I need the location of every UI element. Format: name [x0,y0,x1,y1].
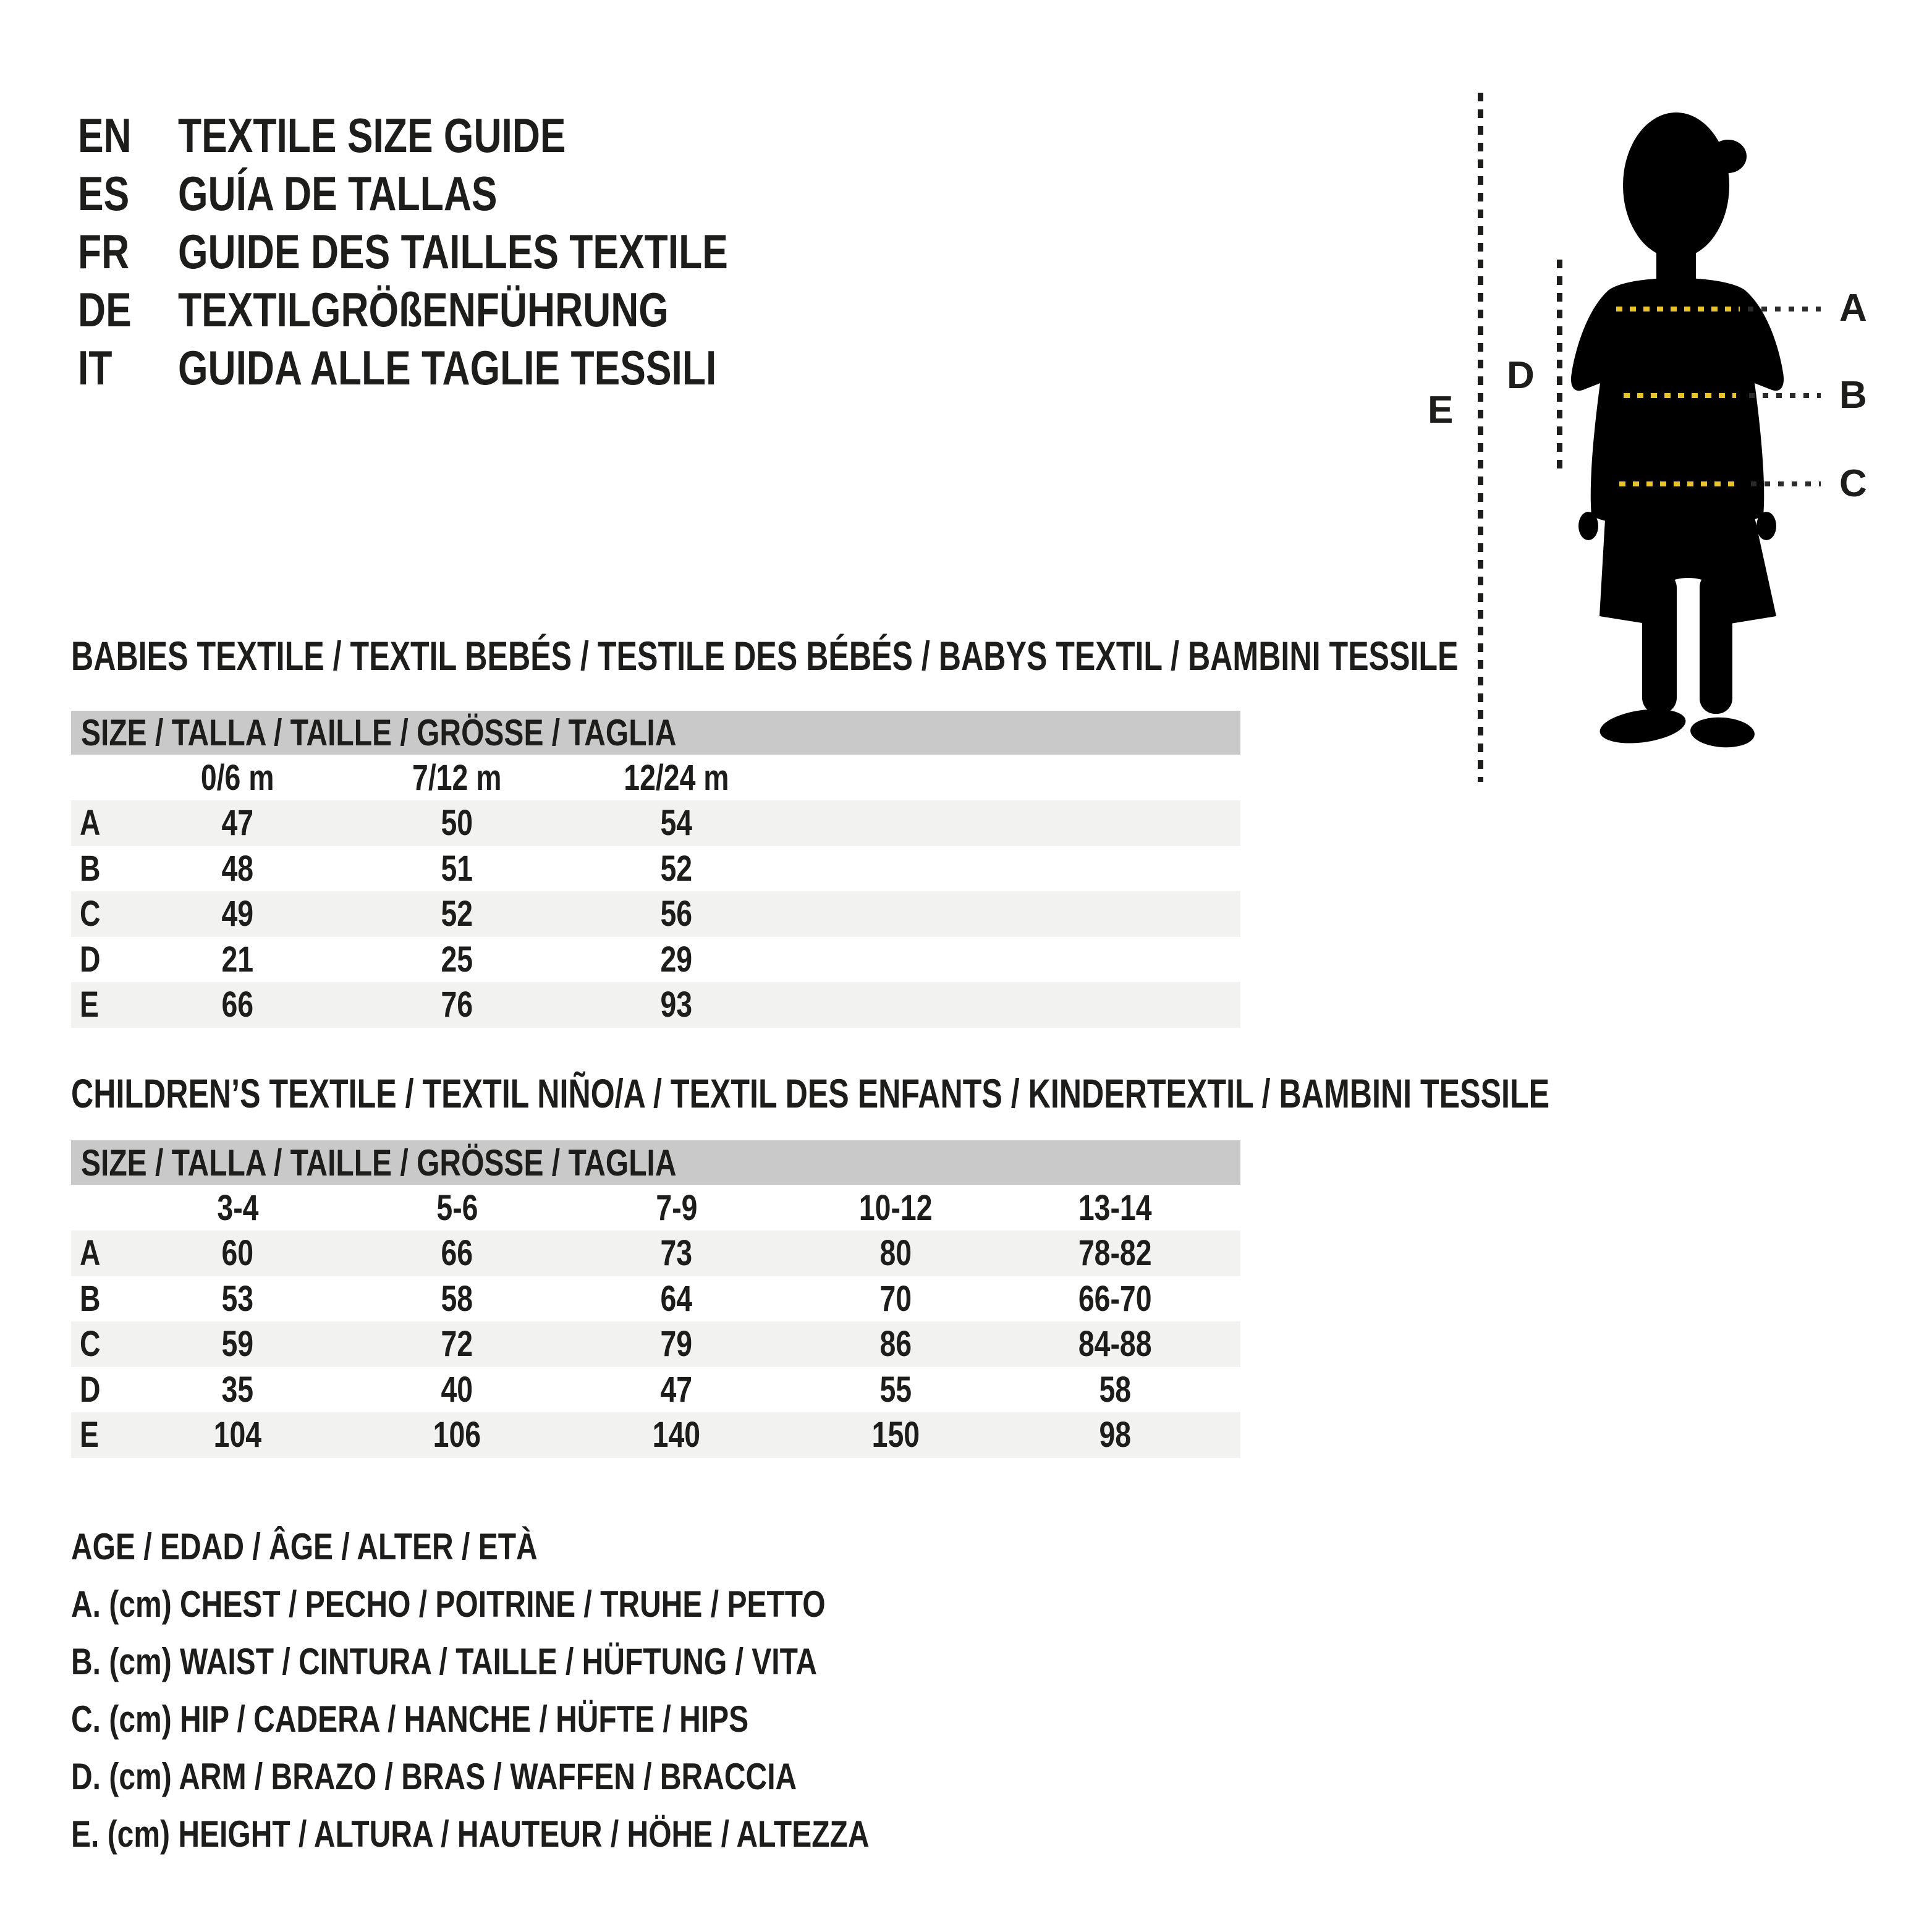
cell-value: 47 [660,1369,693,1410]
language-code: FR [78,224,130,279]
row-label: E [80,1415,99,1455]
cell-value: 51 [441,848,473,889]
children-row-a [71,1231,1240,1276]
measurement-legend [71,1518,1069,1863]
cell-value: 40 [441,1369,473,1410]
cell-value: 86 [879,1324,912,1365]
legend-waist: B. (cm) WAIST / CINTURA / TAILLE / HÜFTUNG / VITA [71,1641,818,1682]
row-label: C [80,1324,101,1365]
children-row-b [71,1276,1240,1322]
language-row-fr [78,222,865,281]
cell-value: 73 [660,1233,693,1274]
legend-chest: A. (cm) CHEST / PECHO / POITRINE / TRUHE / PETTO [71,1583,826,1625]
language-code: EN [78,108,132,163]
cell-value: 66 [221,985,254,1025]
legend-height: E. (cm) HEIGHT / ALTURA / HAUTEUR / HÖHE / ALTEZZA [71,1813,870,1855]
language-code: DE [78,282,132,337]
babies-row-e [71,982,1240,1028]
children-section-title: CHILDREN’S TEXTILE / TEXTIL NIÑO/A / TEXTIL DES ENFANTS / KINDERTEXTIL / BAMBINI TESSILE [71,1070,1550,1116]
babies-column-header: 7/12 m [412,757,502,798]
babies-column-header-row [71,755,1240,800]
cell-value: 55 [879,1369,912,1410]
children-column-header-row [71,1185,1240,1231]
row-label: D [80,1369,101,1410]
cell-value: 48 [221,848,254,889]
cell-value: 54 [660,803,693,844]
language-code: ES [78,166,130,221]
cell-value: 35 [221,1369,254,1410]
language-code: IT [78,340,112,395]
cell-value: 60 [221,1233,254,1274]
row-label: E [80,985,99,1025]
cell-value: 53 [221,1278,254,1319]
legend-arm: D. (cm) ARM / BRAZO / BRAS / WAFFEN / BRACCIA [71,1756,797,1797]
children-column-header: 13-14 [1078,1187,1152,1228]
cell-value: 66-70 [1078,1278,1152,1319]
language-title: GUÍA DE TALLAS [178,166,498,221]
babies-column-header: 12/24 m [624,757,729,798]
figure-label-c: C [1839,462,1867,505]
figure-label-e: E [1428,389,1454,431]
language-row-de [78,281,865,339]
height-measure-line-e [1478,93,1483,782]
cell-value: 59 [221,1324,254,1365]
children-size-header-text: SIZE / TALLA / TAILLE / GRÖSSE / TAGLIA [81,1142,677,1184]
figure-label-d: D [1507,354,1535,397]
hip-measure-line-c [1619,481,1742,486]
cell-value: 52 [660,848,693,889]
language-title: GUIDE DES TAILLES TEXTILE [178,224,728,279]
cell-value: 106 [433,1415,481,1455]
children-table [71,1185,1240,1458]
row-label: C [80,894,101,934]
cell-value: 58 [1099,1369,1132,1410]
row-label: A [80,1233,101,1274]
language-row-es [78,164,865,222]
children-column-header: 3-4 [216,1187,259,1228]
row-label: A [80,803,101,844]
babies-row-d [71,937,1240,983]
language-row-it [78,339,865,397]
cell-value: 79 [660,1324,693,1365]
row-label: B [80,848,101,889]
children-row-d [71,1367,1240,1413]
children-column-header: 7-9 [655,1187,698,1228]
cell-value: 66 [441,1233,473,1274]
cell-value: 93 [660,985,693,1025]
cell-value: 84-88 [1078,1324,1152,1365]
chest-measure-line-a [1616,307,1740,311]
children-size-header-bar [71,1140,1240,1185]
babies-row-b [71,846,1240,892]
cell-value: 104 [213,1415,262,1455]
cell-value: 21 [221,939,254,980]
cell-value: 64 [660,1278,693,1319]
waist-measure-line-b [1624,393,1736,398]
legend-age: AGE / EDAD / ÂGE / ALTER / ETÀ [71,1526,538,1567]
chest-measure-leader-a [1748,307,1821,311]
babies-row-c [71,891,1240,937]
language-title: TEXTILGRÖßENFÜHRUNG [178,282,669,337]
cell-value: 29 [660,939,693,980]
children-column-header: 5-6 [436,1187,478,1228]
cell-value: 72 [441,1324,473,1365]
cell-value: 78-82 [1078,1233,1152,1274]
children-row-c [71,1321,1240,1367]
babies-row-a [71,800,1240,846]
waist-measure-leader-b [1749,393,1821,398]
cell-value: 49 [221,894,254,934]
cell-value: 52 [441,894,473,934]
cell-value: 58 [441,1278,473,1319]
babies-column-header: 0/6 m [201,757,274,798]
cell-value: 76 [441,985,473,1025]
cell-value: 56 [660,894,693,934]
cell-value: 140 [652,1415,701,1455]
cell-value: 50 [441,803,473,844]
babies-section-title: BABIES TEXTILE / TEXTIL BEBÉS / TESTILE DES BÉBÉS / BABYS TEXTIL / BAMBINI TESSILE [71,633,1459,679]
cell-value: 98 [1099,1415,1132,1455]
cell-value: 80 [879,1233,912,1274]
figure-label-b: B [1839,374,1867,417]
legend-hip: C. (cm) HIP / CADERA / HANCHE / HÜFTE / HIPS [71,1698,749,1740]
babies-size-header-bar [71,711,1240,755]
cell-value: 70 [879,1278,912,1319]
children-row-e [71,1412,1240,1458]
children-column-header: 10-12 [859,1187,933,1228]
cell-value: 150 [871,1415,920,1455]
arm-measure-line-d [1557,260,1562,468]
cell-value: 25 [441,939,473,980]
cell-value: 47 [221,803,254,844]
language-title: GUIDA ALLE TAGLIE TESSILI [178,340,717,395]
language-row-en [78,106,865,164]
language-title: TEXTILE SIZE GUIDE [178,108,566,163]
babies-table [71,755,1240,1028]
row-label: D [80,939,101,980]
hip-measure-leader-c [1751,481,1821,486]
language-header [78,106,865,397]
figure-label-a: A [1839,287,1867,329]
babies-size-header-text: SIZE / TALLA / TAILLE / GRÖSSE / TAGLIA [81,712,677,753]
row-label: B [80,1278,101,1319]
